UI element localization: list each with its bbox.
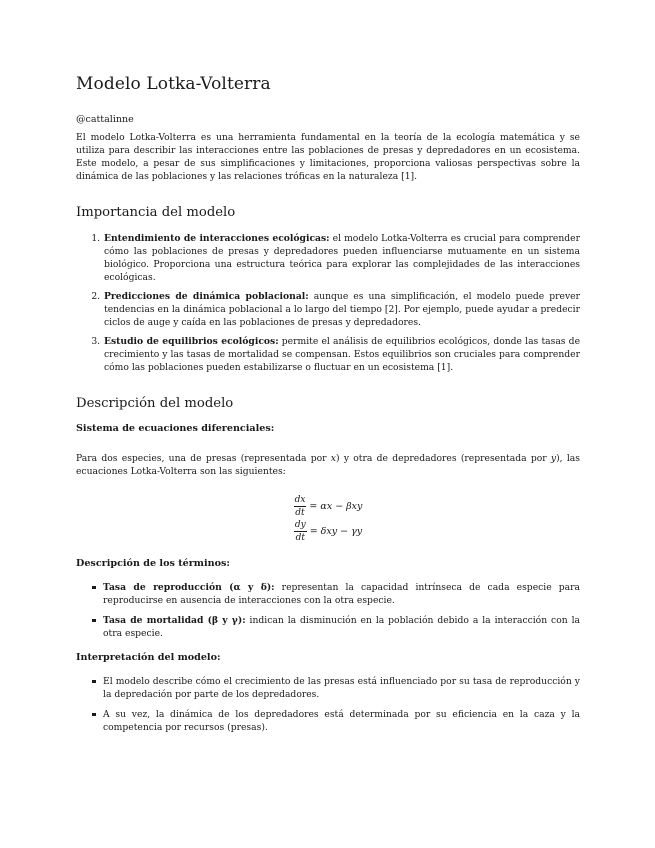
importance-item [103, 290, 580, 329]
equation-rhs: = δxy − γy [309, 526, 363, 537]
description-heading: Descripción del modelo [76, 396, 234, 411]
derivative-fraction [294, 520, 307, 543]
terms-item [103, 614, 580, 640]
importance-text: aunque es una simplificación, el modelo puede prever tendencias en la dinámica poblacional a lo largo del tiempo [2]. Por ejemplo, puede ayudar a predecir ciclos de auge y caída en las poblaciones de presas y depredadores. [104, 291, 580, 328]
bullet-icon [92, 586, 96, 590]
interpretation-item [103, 675, 580, 701]
system-text: ), las ecuaciones Lotka-Volterra son las siguientes: [76, 453, 580, 477]
terms-list [76, 581, 580, 640]
importance-term: Predicciones de dinámica poblacional: [104, 291, 309, 302]
author: @cattalinne [76, 114, 134, 125]
interpretation-heading: Interpretación del modelo: [76, 652, 221, 663]
variable-y: y [550, 453, 557, 464]
system-paragraph [76, 452, 580, 478]
terms-item [103, 581, 580, 607]
terms-term: Tasa de reproducción (α y δ): [103, 582, 275, 593]
equation-rhs: = αx − βxy [309, 501, 363, 512]
bullet-icon [92, 619, 96, 623]
importance-term: Estudio de equilibrios ecológicos: [104, 336, 279, 347]
importance-heading: Importancia del modelo [76, 205, 236, 220]
derivative-fraction [294, 495, 307, 518]
system-text: Para dos especies, una de presas (representada por [76, 453, 331, 464]
fraction-denominator: dt [295, 508, 305, 518]
terms-term: Tasa de mortalidad (β y γ): [103, 615, 246, 626]
fraction-denominator: dt [295, 533, 305, 543]
importance-item [103, 232, 580, 284]
page-title: Modelo Lotka-Volterra [76, 74, 271, 94]
equation-predator [294, 520, 362, 543]
system-heading: Sistema de ecuaciones diferenciales: [76, 423, 275, 434]
fraction-numerator: dx [294, 495, 306, 505]
terms-heading: Descripción de los términos: [76, 558, 230, 569]
equation-block [76, 494, 580, 544]
importance-text: permite el análisis de equilibrios ecológicos, donde las tasas de crecimiento y las tasas de mortalidad se compensan. Estos equilibrios son cruciales para comprender cómo las poblaciones pueden estabilizarse o fluctuar en un ecosistema [1]. [104, 336, 581, 373]
system-text: ) y otra de depredadores (representada por [335, 453, 551, 464]
bullet-icon [92, 680, 96, 684]
importance-list [76, 232, 580, 374]
intro-paragraph: El modelo Lotka-Volterra es una herramienta fundamental en la teoría de la ecología matemática y se utiliza para describir las interacciones entre las poblaciones de presas y depredadores en un ecosistema. Este modelo, a pesar de sus simplificaciones y limitaciones, proporciona valiosas perspectivas sobre la dinámica de las poblaciones y las relaciones tróficas en la naturaleza [1]. [76, 132, 580, 182]
importance-item [103, 335, 580, 374]
terms-text: representan la capacidad intrínseca de cada especie para reproducirse en ausencia de interacciones con la otra especie. [103, 582, 580, 606]
interpretation-text: El modelo describe cómo el crecimiento de las presas está influenciado por su tasa de reproducción y la depredación por parte de los depredadores. [103, 676, 580, 700]
importance-term: Entendimiento de interacciones ecológicas: [104, 233, 330, 244]
interpretation-text: A su vez, la dinámica de los depredadores está determinada por su eficiencia en la caza y la competencia por recursos (presas). [103, 709, 580, 733]
equation-prey [294, 495, 363, 518]
terms-text: indican la disminución en la población debido a la interacción con la otra especie. [103, 615, 580, 639]
interpretation-list [76, 675, 580, 734]
importance-text: el modelo Lotka-Volterra es crucial para comprender cómo las poblaciones de presas y depredadores pueden influenciarse mutuamente en un sistema biológico. Proporciona una estructura teórica para explorar las complejidades de las interacciones ecológicas. [104, 233, 580, 283]
variable-x: x [330, 453, 336, 464]
fraction-numerator: dy [294, 520, 306, 530]
interpretation-item [103, 708, 580, 734]
bullet-icon [92, 713, 96, 717]
